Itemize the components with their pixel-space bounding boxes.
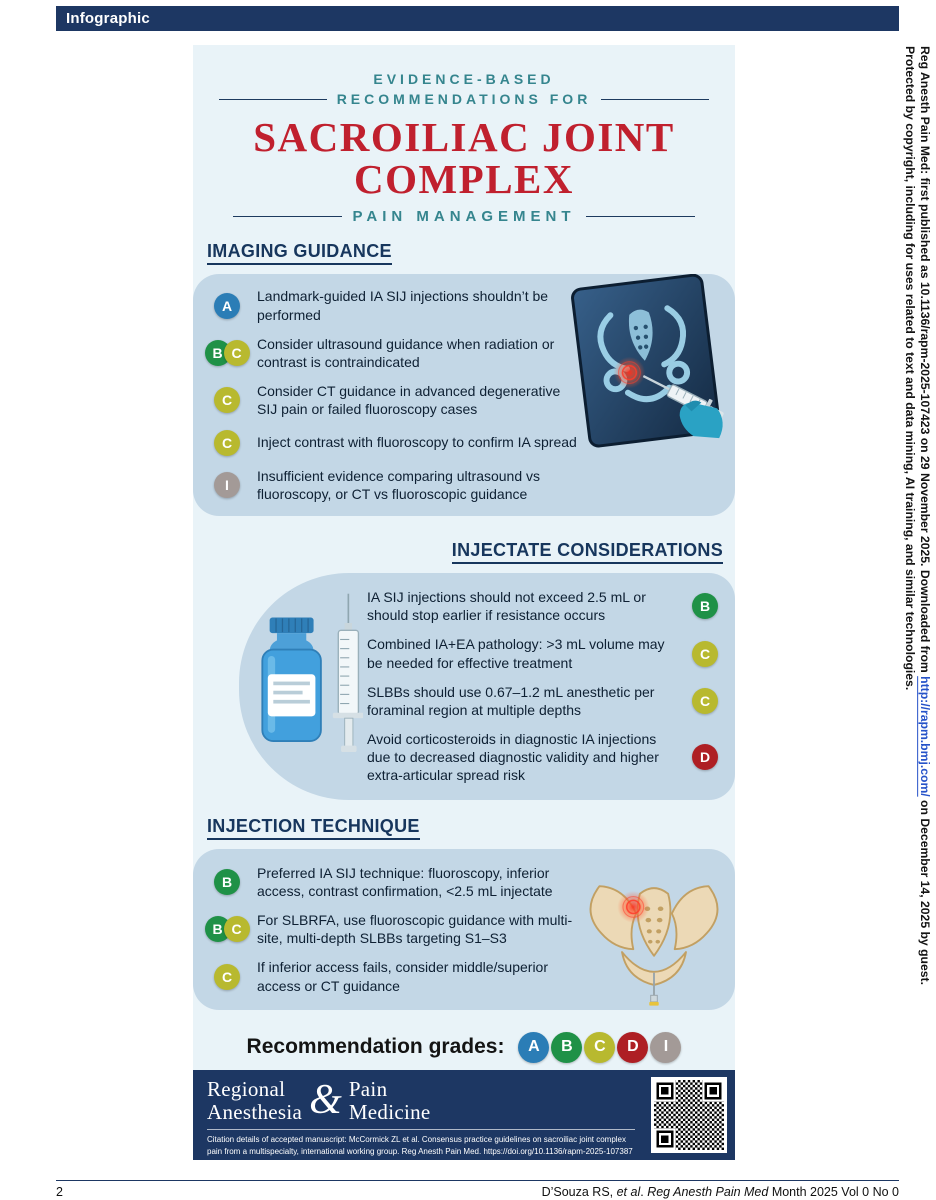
grade-badge-c: C xyxy=(224,916,250,942)
grade-badges xyxy=(685,744,725,770)
recommendation-text: Insufficient evidence comparing ultrasound vs fluoroscopy, or CT vs fluoroscopic guidance xyxy=(257,467,541,502)
main-title xyxy=(193,114,735,203)
grade-badges xyxy=(205,387,249,413)
recommendation-text: IA SIJ injections should not exceed 2.5 mL or should stop earlier if resistance occurs xyxy=(367,588,646,624)
section-heading-injection-technique: INJECTION TECHNIQUE xyxy=(207,816,420,840)
grade-badges xyxy=(205,430,249,456)
eyebrow-line2: RECOMMENDATIONS FOR xyxy=(336,91,592,107)
section-heading-injectate-considerations: INJECTATE CONSIDERATIONS xyxy=(452,540,723,564)
legend-grade-c: C xyxy=(584,1032,615,1063)
decorative-rule xyxy=(586,216,695,217)
recommendation-item xyxy=(205,958,575,994)
recommendation-item xyxy=(205,430,577,456)
decorative-rule xyxy=(233,216,342,217)
legend-grade-a: A xyxy=(518,1032,549,1063)
grade-badge-b: B xyxy=(692,593,718,619)
footer-citation-rest: Month 2025 Vol 0 No 0 xyxy=(768,1185,899,1199)
recommendation-text: Landmark-guided IA SIJ injections shouldn’t be performed xyxy=(257,288,549,323)
xray-pelvis-illustration xyxy=(569,274,733,450)
grade-badge-b: B xyxy=(205,916,231,942)
rapm-link[interactable]: http://rapm.bmj.com/ xyxy=(918,676,932,797)
imaging-guidance-panel xyxy=(193,274,735,516)
logo-word-pain: Pain xyxy=(348,1077,388,1101)
recommendation-grades-legend xyxy=(193,1032,735,1063)
banner-label: Infographic xyxy=(66,10,150,27)
injectate-considerations-panel xyxy=(239,573,735,800)
grade-badges xyxy=(205,916,249,942)
pelvis-needle-illustration xyxy=(575,861,733,1013)
logo-ampersand: & xyxy=(309,1077,342,1124)
recommendation-text: Consider ultrasound guidance when radiation or contrast is contraindicated xyxy=(257,335,555,370)
grade-badge-c: C xyxy=(224,340,250,366)
recommendation-text: For SLBRFA, use fluoroscopic guidance with multi-site, multi-depth SLBBs targeting S1–S3 xyxy=(257,912,573,947)
footer-citation-etal: et al xyxy=(616,1185,641,1199)
decorative-rule xyxy=(219,99,327,100)
recommendation-item xyxy=(205,287,577,323)
subtitle: PAIN MANAGEMENT xyxy=(352,208,576,226)
article-type-banner xyxy=(56,6,899,31)
main-title-line2: COMPLEX xyxy=(353,156,575,203)
legend-grade-i: I xyxy=(650,1032,681,1063)
eyebrow-line1: EVIDENCE-BASED xyxy=(373,71,555,87)
recommendation-item xyxy=(205,382,577,418)
sidebar-publication-line xyxy=(917,46,932,1176)
recommendation-text: Inject contrast with fluoroscopy to confirm IA spread xyxy=(257,434,577,451)
recommendation-item xyxy=(367,683,725,719)
recommendation-text: SLBBs should use 0.67–1.2 mL anesthetic per foraminal region at multiple depths xyxy=(367,683,655,718)
grade-badges xyxy=(205,293,249,319)
recommendation-item xyxy=(205,335,577,371)
recommendation-item xyxy=(205,911,575,947)
grade-badge-c: C xyxy=(214,387,240,413)
footer-rule xyxy=(56,1180,899,1181)
infographic xyxy=(193,45,735,1160)
recommendation-text: Preferred IA SIJ technique: fluoroscopy, inferior access, contrast confirmation, <2.5 mL injectate xyxy=(257,864,553,899)
recommendation-text: Combined IA+EA pathology: >3 mL volume may be needed for effective treatment xyxy=(367,636,665,671)
logo-word-medicine: Medicine xyxy=(348,1100,431,1125)
grade-badges xyxy=(205,964,249,990)
grade-badge-c: C xyxy=(692,641,718,667)
recommendation-text: If inferior access fails, consider middle/superior access or CT guidance xyxy=(257,959,549,994)
section-heading-imaging-guidance: IMAGING GUIDANCE xyxy=(207,241,392,265)
journal-logo xyxy=(207,1078,431,1124)
page-number: 2 xyxy=(56,1185,63,1199)
grade-badges xyxy=(205,472,249,498)
grade-badges xyxy=(205,340,249,366)
decorative-rule xyxy=(601,99,709,100)
grade-badges xyxy=(685,593,725,619)
footer-citation-author: D’Souza RS, xyxy=(541,1185,617,1199)
grade-badge-a: A xyxy=(214,293,240,319)
recommendation-item xyxy=(367,730,725,785)
grade-badges xyxy=(685,688,725,714)
legend-grade-d: D xyxy=(617,1032,648,1063)
main-title-line1: SACROILIAC JOINT xyxy=(253,114,675,160)
subtitle-row xyxy=(233,208,695,225)
journal-logo-right xyxy=(349,1078,431,1124)
eyebrow-line2-row xyxy=(219,91,709,107)
grade-badge-b: B xyxy=(205,340,231,366)
footer-citation-mid: . xyxy=(640,1185,648,1199)
copyright-sidebar xyxy=(902,46,933,1176)
grade-badge-c: C xyxy=(214,964,240,990)
grade-badge-b: B xyxy=(214,869,240,895)
recommendation-text: Consider CT guidance in advanced degenerative SIJ pain or failed fluoroscopy cases xyxy=(257,383,561,418)
footer-citation xyxy=(542,1185,899,1199)
legend-grade-b: B xyxy=(551,1032,582,1063)
journal-logo-left xyxy=(207,1078,302,1124)
recommendation-item xyxy=(205,467,577,503)
grade-badges xyxy=(685,641,725,667)
grade-badge-i: I xyxy=(214,472,240,498)
citation-text: Citation details of accepted manuscript: McCormick ZL et al. Consensus practice guidelines on sacroiliac joint complex pain from a multispecialty, international working group. Reg Anesth Pain Med. https://doi.org/10.1136/rapm-2025-107387 xyxy=(207,1129,635,1157)
grade-badge-d: D xyxy=(692,744,718,770)
grade-badge-c: C xyxy=(214,430,240,456)
page-footer xyxy=(56,1185,899,1199)
qr-code xyxy=(651,1077,727,1153)
grade-badge-c: C xyxy=(692,688,718,714)
injection-technique-panel xyxy=(193,849,735,1010)
sidebar-copyright-line: Protected by copyright, including for uses related to text and data mining, AI training, and similar technologies. xyxy=(902,46,917,691)
sidebar-line1-pre: Reg Anesth Pain Med: first published as 10.1136/rapm-2025-107423 on 29 November 2025. Downloaded from xyxy=(918,46,932,677)
grades-legend-label: Recommendation grades: xyxy=(246,1035,505,1059)
recommendation-item xyxy=(205,864,575,900)
grade-badges xyxy=(205,869,249,895)
journal-footer-band xyxy=(193,1070,735,1160)
recommendation-text: Avoid corticosteroids in diagnostic IA injections due to decreased diagnostic validity and higher extra-articular spread risk xyxy=(367,731,659,784)
recommendation-item xyxy=(367,588,725,624)
footer-citation-journal: Reg Anesth Pain Med xyxy=(647,1185,769,1199)
logo-word-regional: Regional xyxy=(207,1077,286,1101)
recommendation-item xyxy=(367,635,725,671)
logo-word-anesthesia: Anesthesia xyxy=(207,1100,303,1125)
infographic-header xyxy=(193,45,735,225)
sidebar-line1-post: on December 14, 2025 by guest. xyxy=(918,796,932,985)
vial-syringe-illustration xyxy=(255,583,363,771)
